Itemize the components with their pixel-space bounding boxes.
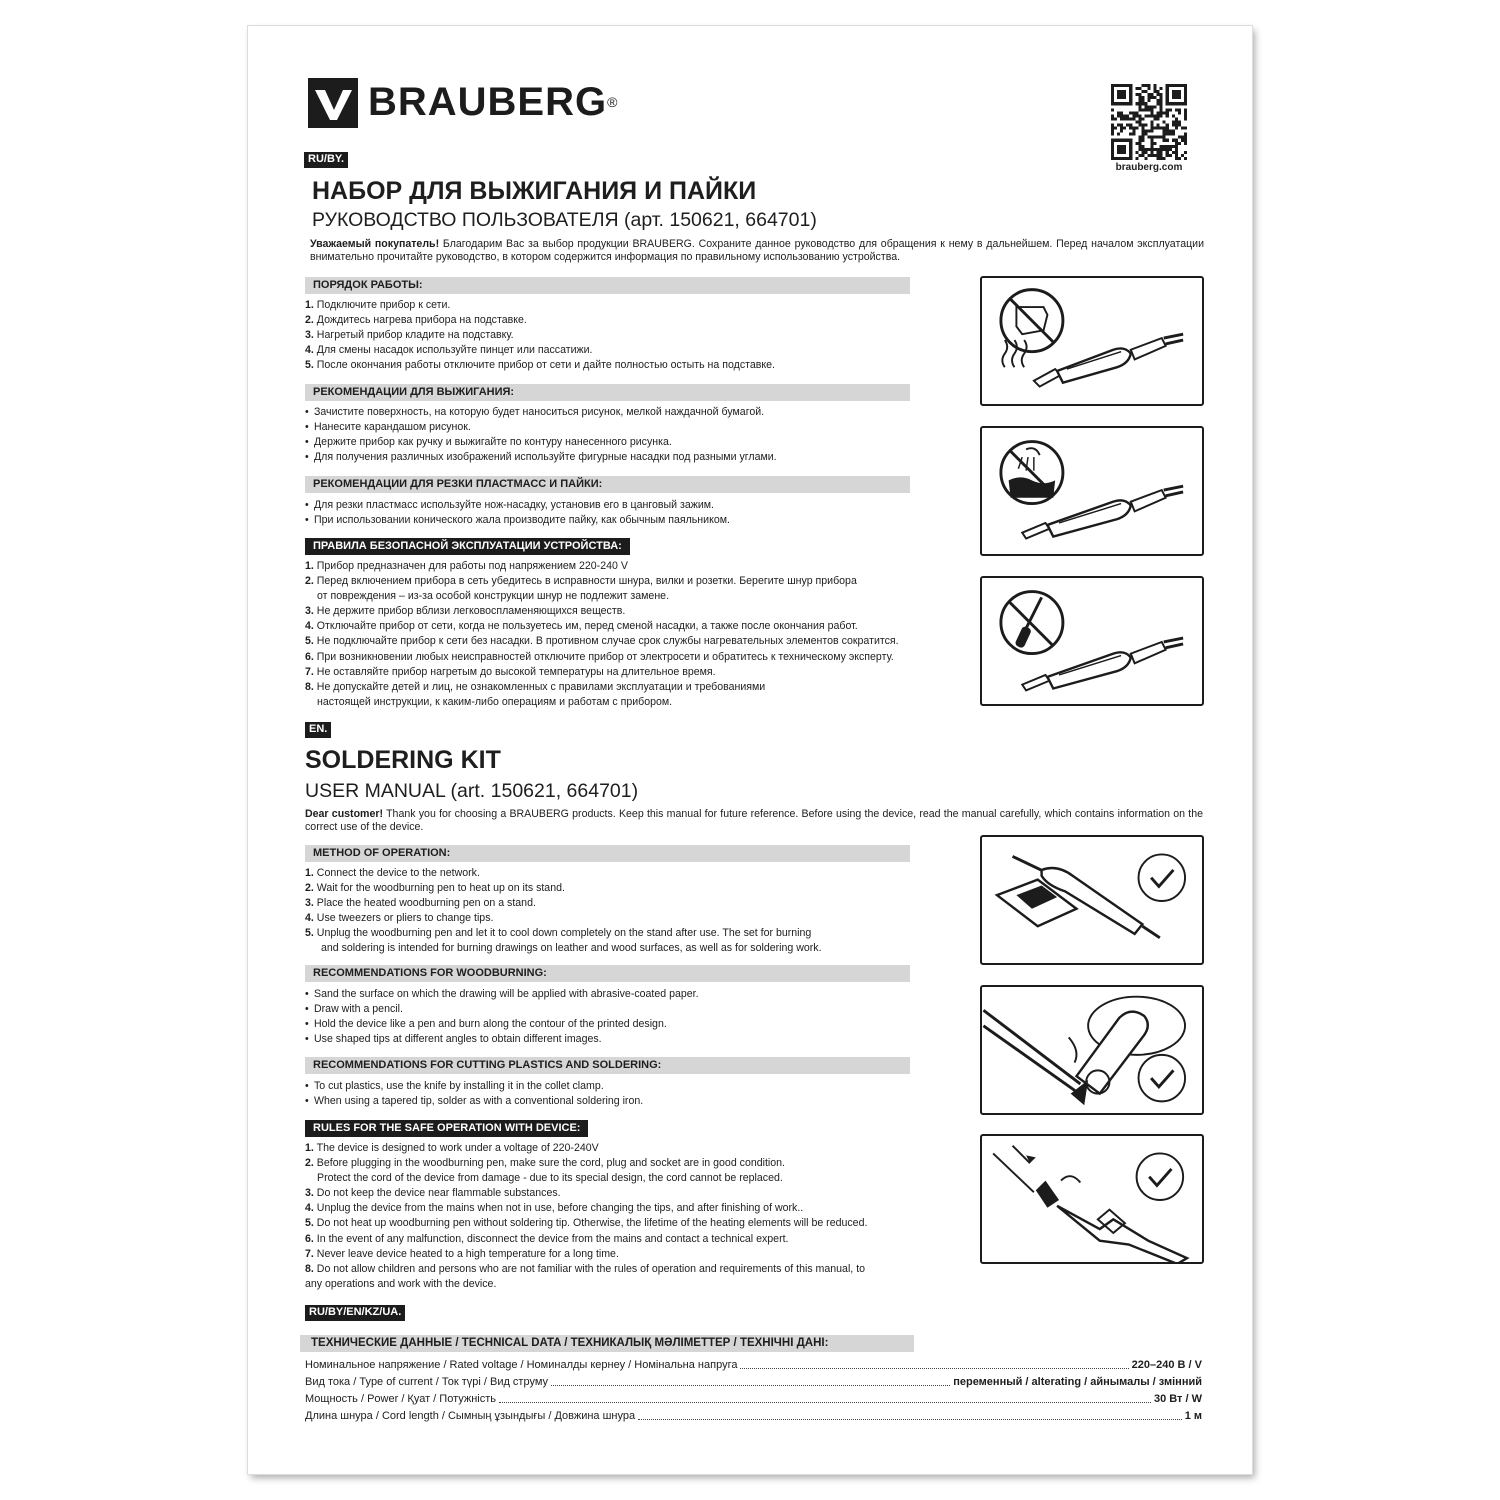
tech-language-tag: RU/BY/EN/KZ/UA. xyxy=(305,1305,405,1321)
list-item: 2. Дождитесь нагрева прибора на подставке. xyxy=(305,314,527,327)
ru-title: НАБОР ДЛЯ ВЫЖИГАНИЯ И ПАЙКИ xyxy=(312,177,757,205)
en-cutting-heading: RECOMMENDATIONS FOR CUTTING PLASTICS AND SOLDERING: xyxy=(305,1057,910,1074)
ru-intro-text: Благодарим Вас за выбор продукции BRAUBERG. Сохраните данное руководство для обращения к нему в дальнейшем. Перед началом эксплуатации внимательно прочитайте руководство, в котором содержится информация по правильному использованию устройства. xyxy=(310,238,1204,263)
en-language-tag: EN. xyxy=(305,722,331,738)
ru-operation-list xyxy=(305,298,965,373)
en-burning-heading: RECOMMENDATIONS FOR WOODBURNING: xyxy=(305,965,910,982)
list-item: • To cut plastics, use the knife by installing it in the collet clamp. xyxy=(305,1080,604,1092)
list-item: 1. Connect the device to the network. xyxy=(305,867,480,879)
list-item: • When using a tapered tip, solder as with a conventional soldering iron. xyxy=(305,1095,644,1108)
list-item-continuation: от повреждения – из-за особой конструкции шнур не подлежит замене. xyxy=(317,590,670,603)
list-item: 2. Wait for the woodburning pen to heat up on its stand. xyxy=(305,882,565,895)
ru-safety-list xyxy=(305,559,965,710)
list-item: • Use shaped tips at different angles to obtain different images. xyxy=(305,1033,602,1046)
qr-code-icon[interactable] xyxy=(1111,84,1187,160)
install-tip-check-icon xyxy=(982,1136,1202,1262)
list-item: • Для резки пластмасс используйте нож-насадку, установив его в цанговый зажим. xyxy=(305,499,714,511)
ru-subtitle: РУКОВОДСТВО ПОЛЬЗОВАТЕЛЯ (арт. 150621, 664701) xyxy=(312,209,817,231)
list-item: • При использовании конического жала производите пайку, как обычным паяльником. xyxy=(305,514,730,527)
ru-burning-list xyxy=(305,405,965,465)
ru-language-tag: RU/BY. xyxy=(304,152,348,168)
ru-intro-greeting: Уважаемый покупатель! xyxy=(310,238,440,250)
brauberg-logo-text xyxy=(368,80,618,124)
list-item: 1. Подключите прибор к сети. xyxy=(305,299,451,311)
list-item: 7. Never leave device heated to a high temperature for a long time. xyxy=(305,1247,619,1260)
illustration-install-tip xyxy=(980,1134,1204,1264)
no-water-icon xyxy=(982,428,1202,554)
list-item-continuation: Protect the cord of the device from damage - due to its special design, the cord cannot be replaced. xyxy=(317,1172,783,1185)
list-item: 8. Не допускайте детей и лиц, не ознакомленных с правилами эксплуатации и требованиями xyxy=(305,680,766,693)
illustration-no-touch-hot xyxy=(980,276,1204,406)
hot-iron-no-touch-icon xyxy=(982,278,1202,404)
registered-mark: ® xyxy=(607,94,619,110)
illustration-no-water xyxy=(980,426,1204,556)
en-safety-list xyxy=(305,1141,945,1292)
en-safety-heading: RULES FOR THE SAFE OPERATION WITH DEVICE: xyxy=(305,1120,588,1137)
list-item: 1. The device is designed to work under a voltage of 220-240V xyxy=(305,1142,599,1154)
ru-operation-heading: ПОРЯДОК РАБОТЫ: xyxy=(305,277,910,294)
list-item: 3. Do not keep the device near flammable substances. xyxy=(305,1187,561,1200)
list-item-continuation: настоящей инструкции, к каким-либо операциям и работам с прибором. xyxy=(317,695,673,708)
list-item: 1. Прибор предназначен для работы под напряжением 220-240 V xyxy=(305,560,628,572)
ru-burning-heading: РЕКОМЕНДАЦИИ ДЛЯ ВЫЖИГАНИЯ: xyxy=(305,384,910,401)
ru-cutting-heading: РЕКОМЕНДАЦИИ ДЛЯ РЕЗКИ ПЛАСТМАСС И ПАЙКИ: xyxy=(305,476,910,493)
tech-row-cord-length: Длина шнура / Cord length / Сымның ұзындығы / Довжина шнура 1 м xyxy=(305,1410,1202,1422)
list-item: 3. Нагретый прибор кладите на подставку. xyxy=(305,329,514,342)
en-intro-text: Thank you for choosing a BRAUBERG products. Keep this manual for future reference. Before using the device, read the manual carefully, which contains information on the correct use of the device. xyxy=(305,808,1203,833)
change-tip-check-icon xyxy=(982,987,1202,1113)
list-item: 4. Unplug the device from the mains when not in use, before changing the tips, and after finishing of work.. xyxy=(305,1202,804,1215)
list-item: 2. Перед включением прибора в сеть убедитесь в исправности шнура, вилки и розетки. Берегите шнур прибора xyxy=(305,575,857,588)
list-item: 5. После окончания работы отключите прибор от сети и дайте полностью остыть на подставке. xyxy=(305,359,775,372)
list-item: 6. При возникновении любых неисправностей отключите прибор от электросети и обратитесь к техническому эксперту. xyxy=(305,650,894,663)
list-item: • Держите прибор как ручку и выжигайте по контуру нанесенного рисунка. xyxy=(305,436,672,449)
en-subtitle: USER MANUAL (art. 150621, 664701) xyxy=(305,780,639,802)
tech-row-power: Мощность / Power / Қуат / Потужність 30 Вт / W xyxy=(305,1393,1202,1405)
qr-code-graphic xyxy=(1111,84,1187,160)
ru-intro xyxy=(310,238,1204,264)
illustration-change-tip xyxy=(980,985,1204,1115)
en-burning-list xyxy=(305,987,925,1047)
list-item: • Sand the surface on which the drawing will be applied with abrasive-coated paper. xyxy=(305,988,699,1000)
en-cutting-list xyxy=(305,1079,925,1109)
tech-row-voltage: Номинальное напряжение / Rated voltage / Номиналды кернеу / Номінальна напруга 220–240 В / V xyxy=(305,1359,1202,1371)
en-title: SOLDERING KIT xyxy=(305,746,501,774)
illustration-no-screwdriver xyxy=(980,576,1204,706)
list-item-continuation: and soldering is intended for burning drawings on leather and wood surfaces, as well as for soldering work. xyxy=(321,942,822,955)
list-item: 7. Не оставляйте прибор нагретым до высокой температуры на длительное время. xyxy=(305,665,716,678)
list-item: 4. Для смены насадок используйте пинцет или пассатижи. xyxy=(305,344,593,357)
list-item: 5. Do not heat up woodburning pen without soldering tip. Otherwise, the lifetime of the heating elements will be reduced. xyxy=(305,1217,868,1230)
list-item: • Зачистите поверхность, на которую будет наноситься рисунок, мелкой наждачной бумагой. xyxy=(305,406,765,418)
en-operation-heading: METHOD OF OPERATION: xyxy=(305,845,910,862)
ru-cutting-list xyxy=(305,498,965,528)
en-operation-list xyxy=(305,866,925,957)
list-item: 2. Before plugging in the woodburning pen, make sure the cord, plug and socket are in good condition. xyxy=(305,1157,786,1170)
logo-wordmark: BRAUBERG xyxy=(368,80,608,124)
list-item: 4. Use tweezers or pliers to change tips. xyxy=(305,912,494,925)
ru-safety-heading: ПРАВИЛА БЕЗОПАСНОЙ ЭКСПЛУАТАЦИИ УСТРОЙСТВА: xyxy=(305,538,630,555)
list-item-continuation: any operations and work with the device. xyxy=(305,1277,497,1290)
list-item: • Нанесите карандашом рисунок. xyxy=(305,421,471,434)
brauberg-logo-mark xyxy=(308,78,358,128)
list-item: • Для получения различных изображений используйте фигурные насадки под разными углами. xyxy=(305,451,777,464)
list-item: • Hold the device like a pen and burn along the contour of the printed design. xyxy=(305,1018,667,1031)
illustration-iron-on-stand xyxy=(980,835,1204,965)
en-intro-greeting: Dear customer! xyxy=(305,808,384,820)
list-item: 5. Unplug the woodburning pen and let it to cool down completely on the stand after use. The set for burning xyxy=(305,927,812,940)
list-item: 3. Place the heated woodburning pen on a stand. xyxy=(305,897,536,910)
checkmark-logo-icon xyxy=(308,78,358,128)
en-intro xyxy=(305,808,1203,834)
list-item: 3. Не держите прибор вблизи легковоспламеняющихся веществ. xyxy=(305,605,626,618)
tech-data-heading: ТЕХНИЧЕСКИЕ ДАННЫЕ / TECHNICAL DATA / ТЕХНИКАЛЫҚ МӘЛІМЕТТЕР / ТЕХНІЧНІ ДАНІ: xyxy=(300,1335,914,1352)
qr-caption: brauberg.com xyxy=(1115,162,1183,173)
tech-row-current: Вид тока / Type of current / Ток түрі / Вид струму переменный / alterating / айнымалы / змінний xyxy=(305,1376,1202,1388)
list-item: 5. Не подключайте прибор к сети без насадки. В противном случае срок службы нагревательных элементов сократится. xyxy=(305,635,899,648)
list-item: • Draw with a pencil. xyxy=(305,1003,403,1016)
no-screwdriver-icon xyxy=(982,578,1202,704)
list-item: 6. In the event of any malfunction, disconnect the device from the mains and contact a technical expert. xyxy=(305,1232,789,1245)
list-item: 4. Отключайте прибор от сети, когда не пользуетесь им, перед сменой насадки, а также после окончания работ. xyxy=(305,620,858,633)
list-item: 8. Do not allow children and persons who are not familiar with the rules of operation and requirements of this manual, to xyxy=(305,1262,866,1275)
iron-on-stand-check-icon xyxy=(982,837,1202,963)
